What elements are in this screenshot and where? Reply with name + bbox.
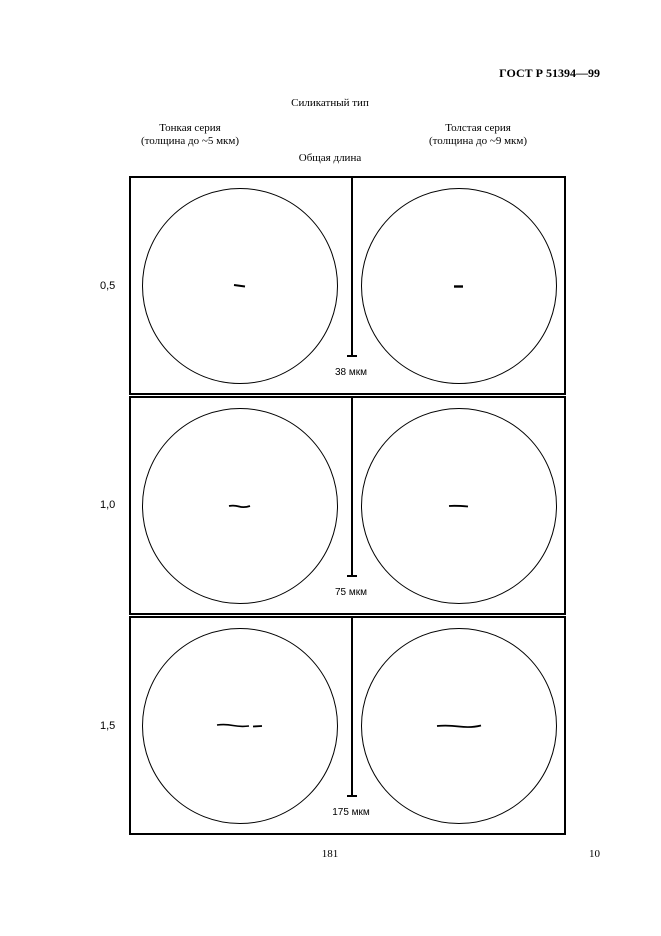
scale-label-2: 75 мкм: [334, 587, 368, 598]
fiber-sample-thick-3: [435, 722, 483, 730]
figure-title: Силикатный тип: [291, 97, 369, 109]
scale-bar-cap-2: [347, 575, 357, 577]
figure-panel-row-1: [129, 176, 566, 395]
scale-bar-2: [351, 398, 353, 576]
fiber-sample-thin-2: [228, 503, 252, 509]
column-header-thin-label: Тонкая серия: [159, 122, 221, 134]
column-header-thin-sublabel: (толщина до ~5 мкм): [140, 135, 240, 147]
microscope-field-thick-2: [361, 408, 557, 604]
microscope-field-thin-1: [142, 188, 338, 384]
scale-bar-1: [351, 178, 353, 356]
figure-panel-row-3: [129, 616, 566, 835]
scale-bar-cap-3: [347, 795, 357, 797]
sheet-number: 10: [589, 848, 600, 860]
column-header-thick: [398, 122, 558, 148]
column-header-thick-sublabel: (толщина до ~9 мкм): [428, 135, 528, 147]
document-standard-number: ГОСТ Р 51394—99: [499, 66, 600, 80]
total-length-label: Общая длина: [298, 152, 362, 164]
fiber-sample-thin-3: [215, 722, 265, 730]
fiber-sample-thick-1: [452, 283, 466, 289]
column-header-thin: [110, 122, 270, 148]
scale-label-3: 175 мкм: [332, 807, 370, 818]
figure-panel-row-2: [129, 396, 566, 615]
scale-bar-cap-1: [347, 355, 357, 357]
microscope-field-thin-3: [142, 628, 338, 824]
fiber-sample-thick-2: [448, 503, 470, 509]
microscope-field-thick-3: [361, 628, 557, 824]
microscope-field-thin-2: [142, 408, 338, 604]
scale-label-1: 38 мкм: [334, 367, 368, 378]
column-header-thick-label: Толстая серия: [445, 122, 511, 134]
fiber-sample-thin-1: [233, 283, 247, 289]
row-label-2: 1,0: [100, 499, 116, 511]
page-number: 181: [321, 848, 339, 860]
scale-bar-3: [351, 618, 353, 796]
microscope-field-thick-1: [361, 188, 557, 384]
row-label-3: 1,5: [100, 720, 116, 732]
row-label-1: 0,5: [100, 280, 116, 292]
